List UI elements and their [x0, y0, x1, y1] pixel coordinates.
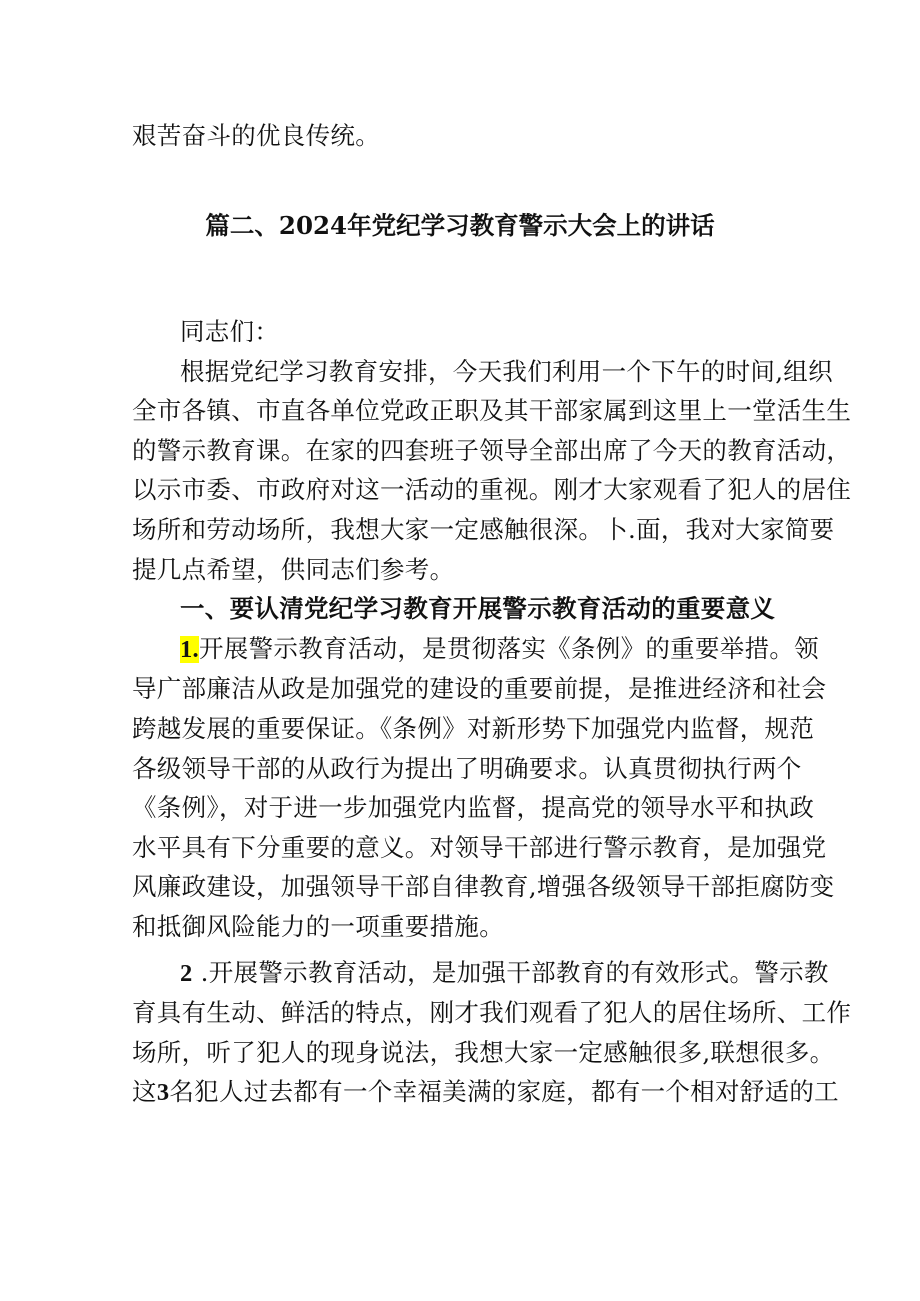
item2-line: 育具有生动、鲜活的特点，刚才我们观看了犯人的居住场所、工作 [132, 998, 852, 1028]
para1-line: 的警示教育课。在家的四套班子领导全部出席了今天的教育活动， [132, 435, 852, 465]
item1-line: 《条例》，对于进一步加强党内监督，提高党的领导水平和执政 [132, 793, 815, 823]
continuation-line [132, 116, 804, 156]
para1-line: 以示市委、市政府对这一活动的重视。刚才大家观看了犯人的居住 [132, 475, 852, 505]
para1-line: 全市各镇、市直各单位党政正职及其干部家属到这里上一堂活生生 [132, 396, 852, 426]
item2-number: 2 [180, 959, 193, 987]
para1-line: 根据党纪学习教育安排，今天我们利用一个下午的时间,组织 [180, 356, 833, 386]
item1-line: 跨越发展的重要保证。《条例》对新形势下加强党内监督，规范 [132, 713, 815, 743]
top-line: 艰苦奋斗的优良传统。 [132, 121, 380, 150]
item2-last-line [132, 1072, 839, 1113]
item1-line: 和抵御风险能力的一项重要措施。 [132, 911, 504, 941]
speech-body [132, 312, 852, 1113]
item1-line: 各级领导干部的从政行为提出了明确要求。认真贯彻执行两个 [132, 753, 802, 783]
item2-first-line [132, 953, 829, 994]
item2-last-number: 3 [156, 1079, 170, 1107]
item1-first-line [132, 629, 819, 670]
item2-text: .开展警示教育活动，是加强干部教育的有效形式。警示教 [192, 957, 829, 987]
para1-line: 提几点希望，供同志们参考。 [132, 554, 455, 584]
item2-last-rest: 名犯人过去都有一个幸福美满的家庭，都有一个相对舒适的工 [169, 1077, 839, 1107]
item1-text: 开展警示教育活动，是贯彻落实《条例》的重要举措。领 [198, 633, 819, 663]
item2-last-prefix: 这 [132, 1077, 157, 1107]
item1-number: 1. [180, 635, 199, 663]
item1-line: 水平具有下分重要的意义。对领导干部进行警示教育，是加强党 [132, 832, 827, 862]
section-title: 篇二、2024年党纪学习教育警示大会上的讲话 [205, 211, 715, 240]
section1-heading: 一、要认清党纪学习教育开展警示教育活动的重要意义 [180, 594, 776, 624]
salutation: 同志们： [180, 317, 280, 346]
item1-line: 导广部廉洁从政是加强党的建设的重要前提，是推进经济和社会 [132, 674, 827, 704]
item1-line: 风廉政建设，加强领导干部自律教育,增强各级领导干部拒腐防变 [132, 872, 835, 902]
item2-line: 场所，听了犯人的现身说法，我想大家一定感触很多,联想很多。 [132, 1037, 835, 1067]
para1-line: 场所和劳动场所，我想大家一定感触很深。卜.面，我对大家简要 [132, 514, 835, 544]
